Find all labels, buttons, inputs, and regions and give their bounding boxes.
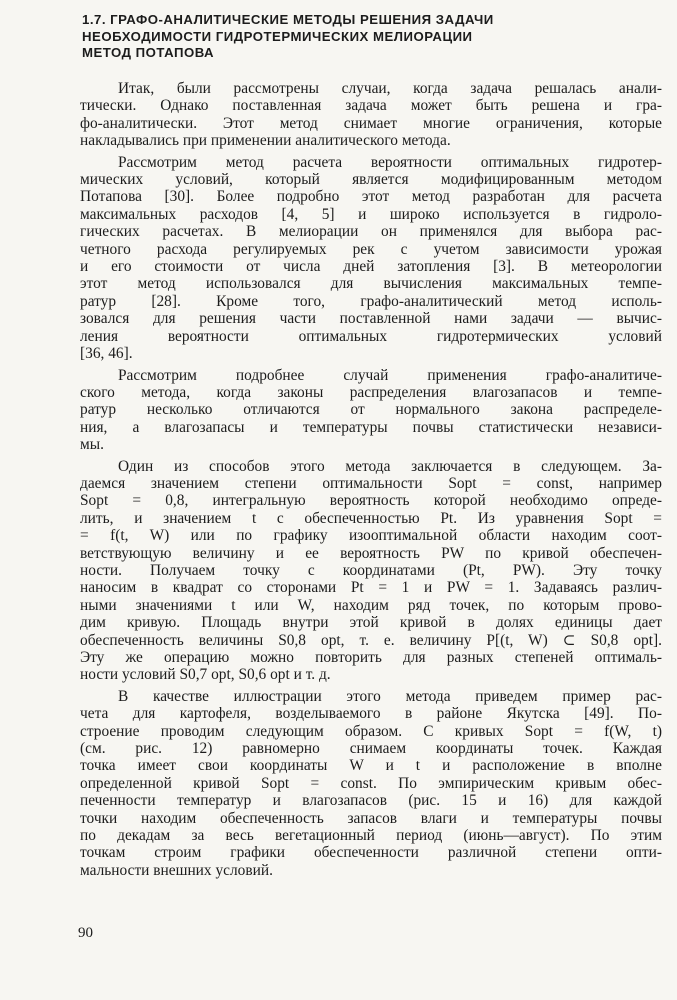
text-line: определенной кривой Sopt = const. По эмпирическим кривым обес- — [80, 774, 662, 792]
text-line: фо-аналитически. Этот метод снимает многие ограничения, которые — [80, 114, 662, 132]
text-line: = f(t, W) или по графику изооптимальной области находим соот- — [80, 527, 662, 545]
text-line: мических условий, который является модифицированным методом — [80, 171, 662, 189]
text-line: чета для картофеля, возделываемого в районе Якутска [49]. По- — [80, 705, 662, 723]
text-line: наносим в квадрат со сторонами Pt = 1 и PW = 1. Задаваясь различ- — [80, 579, 662, 597]
text-line: мальности внешних условий. — [80, 861, 273, 879]
text-line: дим кривую. Площадь внутри этой кривой в долях единицы дает — [80, 614, 662, 632]
text-line: накладывались при применении аналитического метода. — [80, 132, 451, 150]
text-line: строение проводим следующим образом. С кривых Sopt = f(W, t) — [80, 722, 662, 740]
text-line: печенности температур и влагозапасов (рис. 15 и 16) для каждой — [80, 792, 662, 810]
paragraph — [80, 458, 662, 684]
text-line: четного расхода регулируемых рек с учетом зависимости урожая — [80, 240, 662, 258]
text-line: максимальных расходов [4, 5] и широко используется в гидроло- — [80, 205, 662, 223]
text-line: (см. рис. 12) равномерно снимаем координаты точек. Каждая — [80, 740, 662, 758]
text-line: ными значениями t или W, находим ряд точек, по которым прово- — [80, 596, 662, 614]
text-line: мы. — [80, 436, 104, 454]
text-line: лить, и значением t с обеспеченностью Pt. Из уравнения Sopt = — [80, 509, 662, 527]
body-text — [80, 80, 662, 879]
text-line: ратур [28]. Кроме того, графо-аналитический метод исполь- — [80, 292, 662, 310]
text-line: Sopt = 0,8, интегральную вероятность которой необходимо опреде- — [80, 492, 662, 510]
text-line: ности условий S0,7 opt, S0,6 opt и т. д. — [80, 666, 331, 684]
text-line: тически. Однако поставленная задача может быть решена и гра- — [80, 97, 662, 115]
text-line: точка имеет свои координаты W и t и расположение в вполне — [80, 757, 662, 775]
text-line: Рассмотрим метод расчета вероятности оптимальных гидротер- — [118, 153, 662, 171]
heading-line: МЕТОД ПОТАПОВА — [82, 45, 215, 60]
text-line: В качестве иллюстрации этого метода приведем пример рас- — [118, 687, 662, 705]
text-line: гических расчетах. В мелиорации он применялся для выбора рас- — [80, 223, 662, 241]
paragraph — [80, 154, 662, 363]
text-line: по декадам за весь вегетационный период (июнь—август). По этим — [80, 827, 662, 845]
heading-line: НЕОБХОДИМОСТИ ГИДРОТЕРМИЧЕСКИХ МЕЛИОРАЦИИ — [82, 28, 473, 44]
text-line: точкам строим графики обеспеченности различной степени опти- — [80, 844, 662, 862]
text-line: Эту же операцию можно повторить для разных степеней оптималь- — [80, 649, 662, 666]
text-line: ления вероятности оптимальных гидротермических условий — [80, 327, 662, 345]
text-line: даемся значением степени оптимальности Sopt = const, например — [80, 474, 662, 492]
text-line: [36, 46]. — [80, 345, 133, 363]
text-line: ния, а влагозапасы и температуры почвы статистически независи- — [80, 418, 662, 436]
text-line: и его стоимости от числа дней затопления [3]. В метеорологии — [80, 258, 662, 276]
text-line: Потапова [30]. Более подробно этот метод разработан для расчета — [80, 188, 662, 206]
paragraph — [80, 80, 662, 150]
text-line: этот метод использовался для вычисления максимальных темпе- — [80, 275, 662, 293]
text-line: Рассмотрим подробнее случай применения графо-аналитиче- — [118, 366, 662, 384]
paragraph — [80, 688, 662, 879]
text-line: ности. Получаем точку с координатами (Pt, PW). Эту точку — [80, 561, 662, 579]
section-heading — [82, 12, 602, 62]
text-line: Один из способов этого метода заключается в следующем. За- — [118, 457, 662, 475]
text-line: Итак, были рассмотрены случаи, когда задача решалась анали- — [118, 80, 662, 97]
text-line: точки находим обеспеченность запасов влаги и температуры почвы — [80, 809, 662, 827]
paragraph — [80, 367, 662, 454]
text-line: зовался для решения части поставленной нами задачи — вычис- — [80, 310, 662, 328]
text-line: ветствующую величину и ее вероятность PW по кривой обеспечен- — [80, 544, 662, 562]
text-line: обеспеченность величины S0,8 opt, т. е. величину P[(t, W) ⊂ S0,8 opt]. — [80, 631, 662, 649]
page-number: 90 — [78, 925, 93, 941]
text-line: ского метода, когда законы распределения влагозапасов и темпе- — [80, 383, 662, 401]
heading-line: 1.7. ГРАФО-АНАЛИТИЧЕСКИЕ МЕТОДЫ РЕШЕНИЯ ЗАДАЧИ — [82, 12, 494, 27]
text-line: ратур несколько отличаются от нормального закона распределе- — [80, 401, 662, 419]
